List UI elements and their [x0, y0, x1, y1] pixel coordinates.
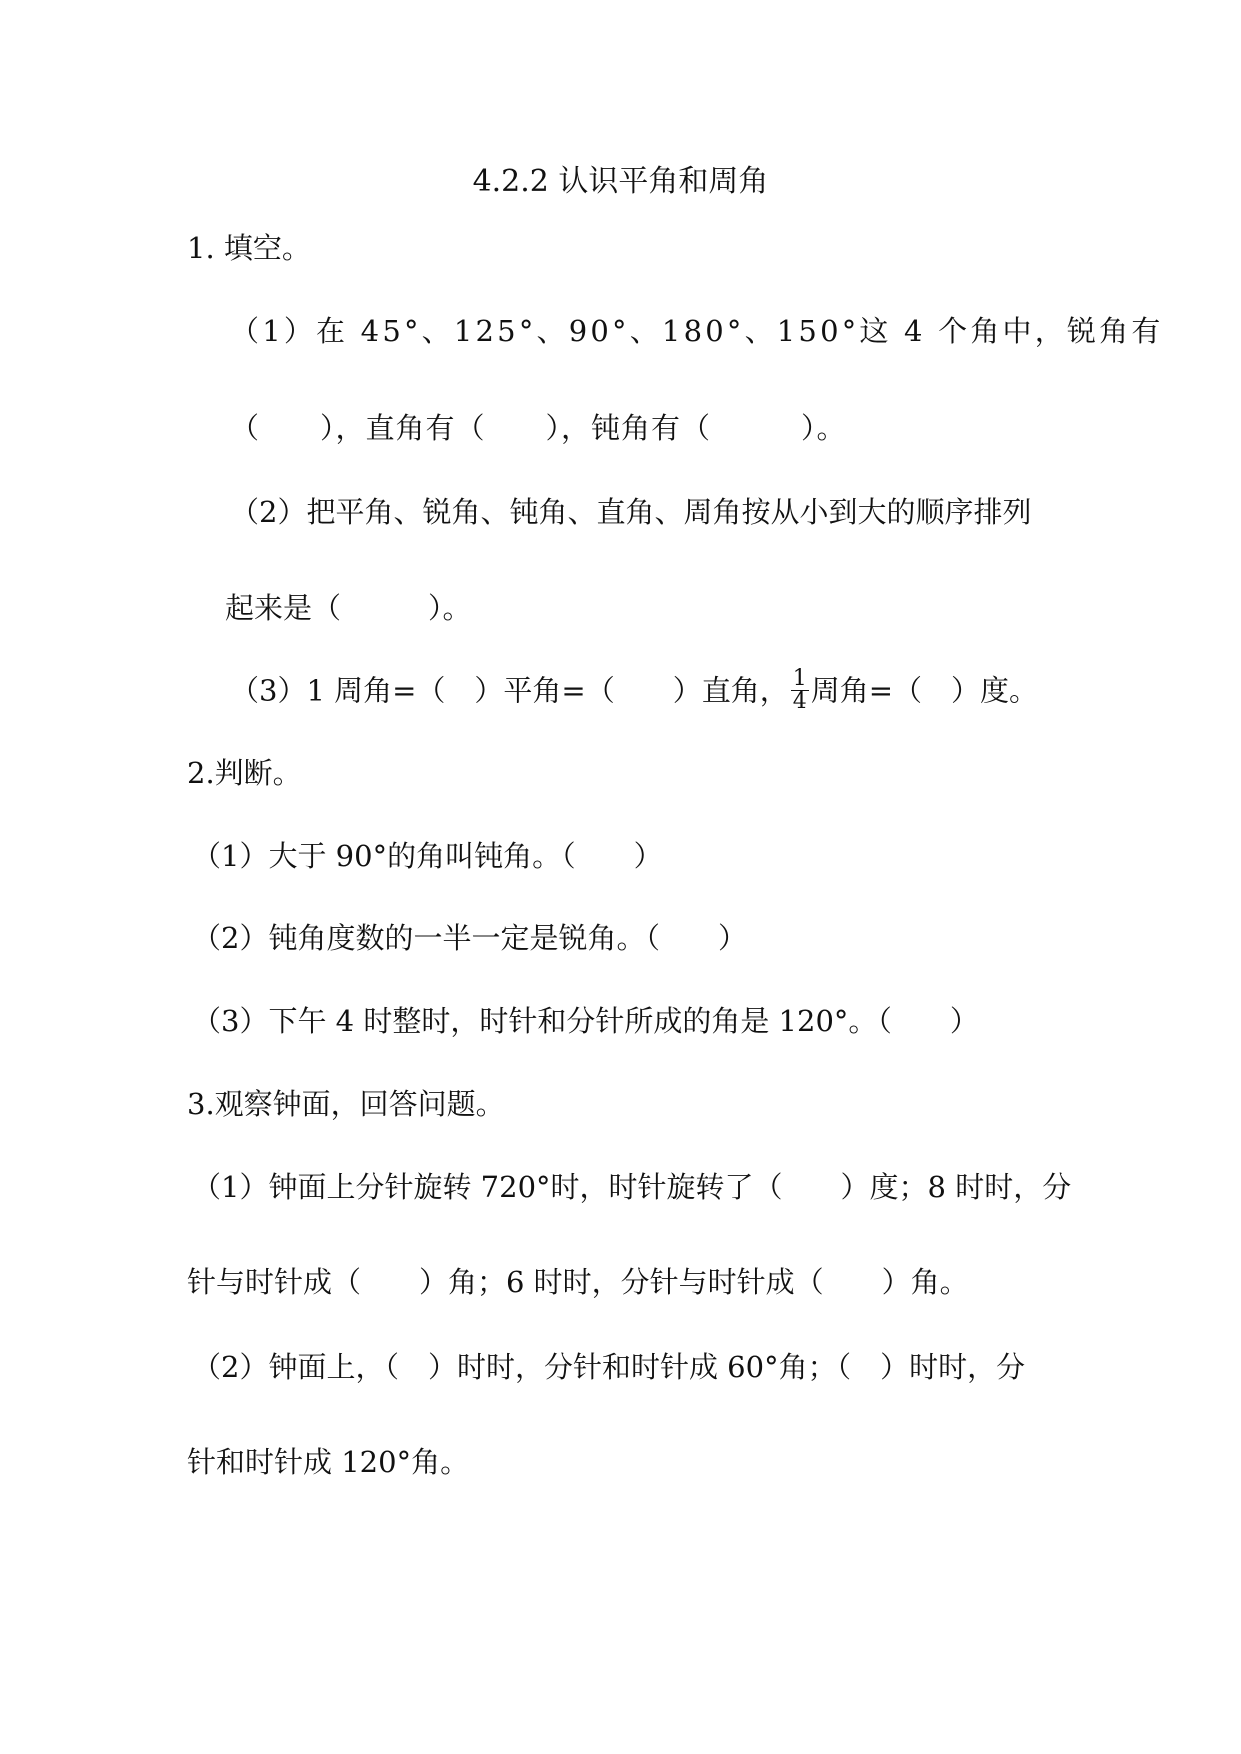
section-3-heading: 3.观察钟面，回答问题。	[187, 1087, 505, 1121]
fraction-numerator: 1	[792, 666, 807, 691]
fraction-one-quarter	[791, 668, 809, 713]
section-2-question-3: （3）下午 4 时整时，时针和分针所成的角是 120°。（ ）	[192, 1004, 979, 1038]
section-1-heading: 1. 填空。	[187, 231, 311, 265]
section-3-question-1-line-1: （1）钟面上分针旋转 720°时，时针旋转了（ ）度；8 时时，分	[192, 1170, 1072, 1204]
question-3-text-before-fraction: （3）1 周角=（ ）平角=（ ）直角，	[230, 673, 789, 708]
fraction-denominator: 4	[792, 689, 807, 714]
section-3-question-2-line-1: （2）钟面上，（ ）时时，分针和时针成 60°角；（ ）时时，分	[192, 1350, 1026, 1384]
section-1-question-2-line-1: （2）把平角、锐角、钝角、直角、周角按从小到大的顺序排列	[230, 495, 1032, 529]
section-1-question-3	[230, 666, 1039, 715]
section-2-question-2: （2）钝角度数的一半一定是锐角。（ ）	[192, 921, 747, 955]
question-3-text-after-fraction: 周角=（ ）度。	[810, 673, 1039, 708]
section-1-question-1-line-2: （ ），直角有（ ），钝角有（ ）。	[230, 411, 847, 445]
section-3-question-2-line-2: 针和时针成 120°角。	[187, 1445, 470, 1479]
section-1-question-1-line-1: （1）在 45°、125°、90°、180°、150°这 4 个角中，锐角有	[230, 314, 1164, 348]
page-title: 4.2.2 认识平角和周角	[472, 164, 769, 199]
section-2-heading: 2.判断。	[187, 756, 302, 790]
section-1-question-2-line-2: 起来是（ ）。	[225, 591, 472, 625]
section-2-question-1: （1）大于 90°的角叫钝角。（ ）	[192, 839, 663, 873]
section-3-question-1-line-2: 针与时针成（ ）角；6 时时，分针与时针成（ ）角。	[187, 1265, 969, 1299]
